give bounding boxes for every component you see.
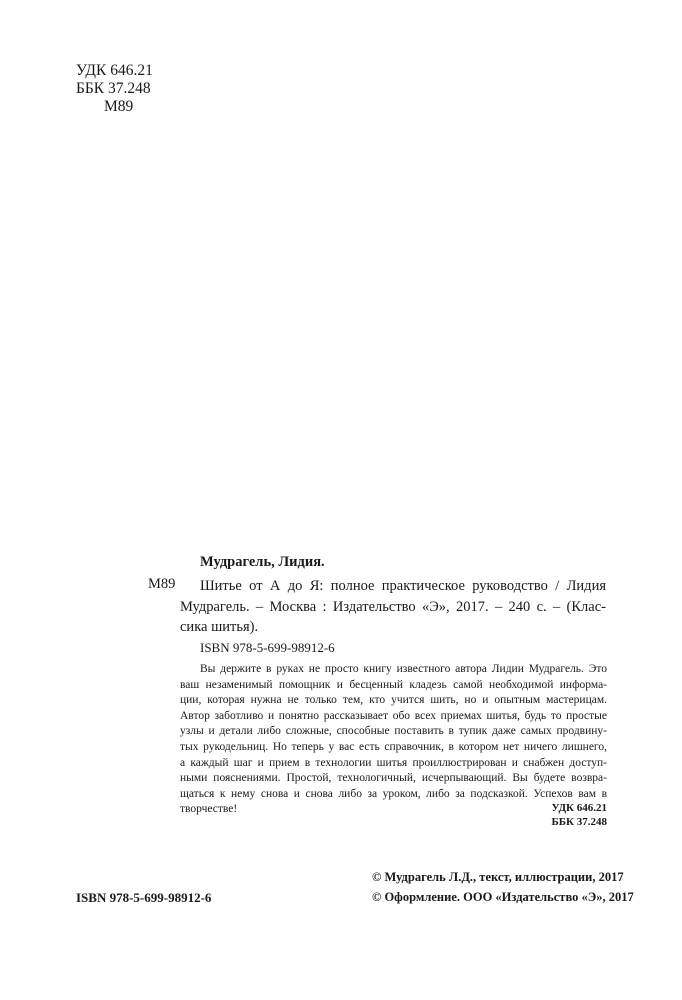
copyright-design: © Оформление. ООО «Издательство «Э», 2017 [372,889,634,904]
catalog-author-mark: М89 [148,576,176,592]
bbk-code-small: ББК 37.248 [551,816,607,828]
catalog-description-line: Шитье от А до Я: полное практическое руководство / Лидия [200,578,606,594]
annotation-line: ными пояснениями. Простой, технологичный, исчерпывающий. Вы будете возвра- [180,772,607,785]
annotation [180,662,607,818]
annotation-codes [540,801,607,829]
annotation-line: Вы держите в руках не просто книгу известного автора Лидии Мудрагель. Это [200,663,607,675]
annotation-line: ции, которая нужна не только тем, кто учится шить, но и опытным мастерицам. [180,694,607,707]
copyright-text: © Мудрагель Л.Д., текст, иллюстрации, 2017 [372,870,624,884]
catalog-description [180,576,606,638]
author-mark: М89 [104,98,134,115]
footer-isbn: ISBN 978-5-699-98912-6 [76,890,212,905]
annotation-line: узлы и детали либо сложные, способные поставить в тупик даже самых продвину- [180,725,607,738]
udk-code-small: УДК 646.21 [551,802,607,814]
classification-block [76,62,153,116]
annotation-line: щаться к нему снова и снова либо за уроком, либо за подсказкой. Успехов вам в [180,787,607,800]
copyright-block [372,868,634,907]
catalog-isbn: ISBN 978-5-699-98912-6 [200,640,335,655]
annotation-line: ваш незаменимый помощник и бесценный кладезь самой необходимой информа- [180,678,607,691]
annotation-line: творчестве! [180,803,238,816]
udk-code: УДК 646.21 [76,62,153,79]
catalog-description-line: сика шитья). [180,619,259,635]
catalog-description-line: Мудрагель. – Москва : Издательство «Э», 2017. – 240 с. – (Клас- [180,598,606,615]
annotation-line: Автор заботливо и понятно рассказывает обо всех приемах шитья, будь то простые [180,709,607,722]
annotation-line: тых рукодельниц. Но теперь у вас есть справочник, в котором нет ничего лишнего, [180,740,607,753]
annotation-line: а каждый шаг и прием в технологии шитья проиллюстрирован и снабжен доступ- [180,756,607,769]
bbk-code: ББК 37.248 [76,80,151,97]
catalog-author: Мудрагель, Лидия. [200,554,325,570]
